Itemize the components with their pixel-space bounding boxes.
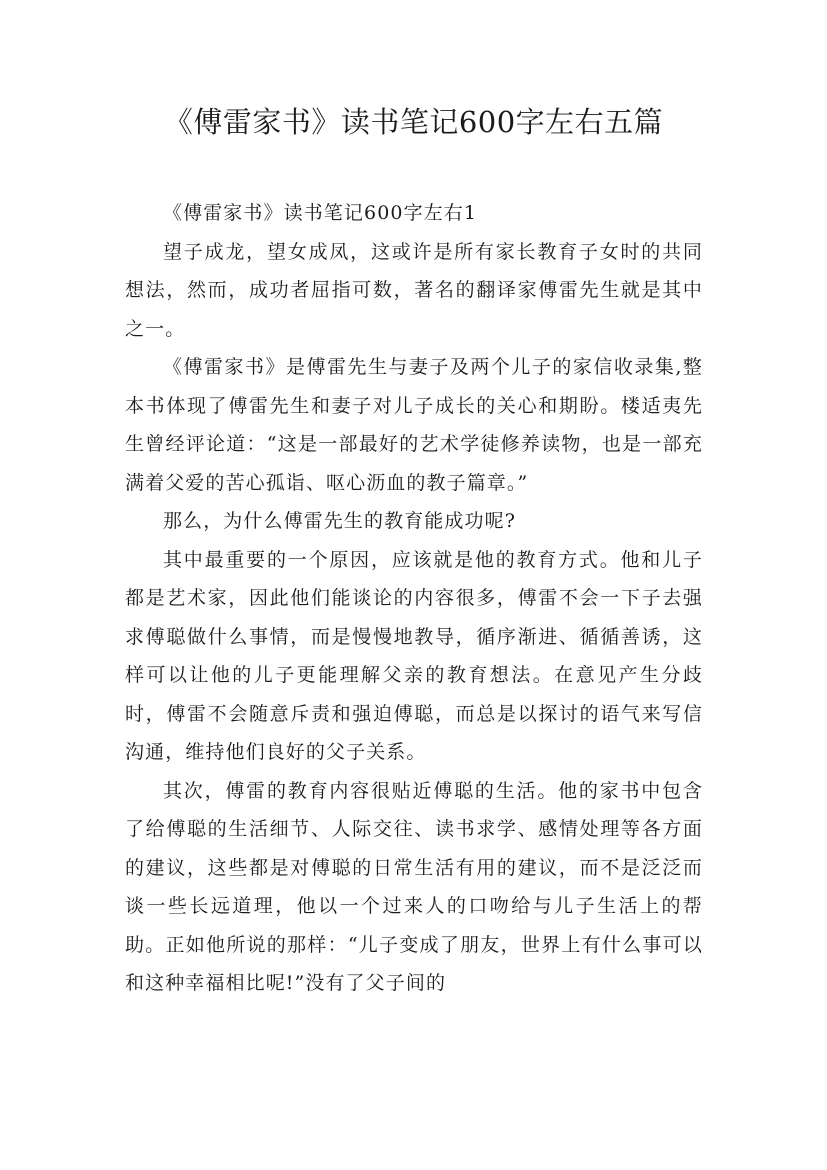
paragraph-education-content: 其次，傅雷的教育内容很贴近傅聪的生活。他的家书中包含了给傅聪的生活细节、人际交往、读书求学、感情处理等各方面的建议，这些都是对傅聪的日常生活有用的建议，而不是泛泛而谈一些长远道理，他以一个过来人的口吻给与儿子生活上的帮助。正如他所说的那样：“儿子变成了朋友，世界上有什么事可以和这种幸福相比呢!”没有了父子间的 [125, 779, 703, 994]
section-heading: 《傅雷家书》读书笔记600字左右1 [163, 202, 478, 224]
paragraph-education-method: 其中最重要的一个原因，应该就是他的教育方式。他和儿子都是艺术家，因此他们能谈论的内容很多，傅雷不会一下子去强求傅聪做什么事情，而是慢慢地教导，循序渐进、循循善诱，这样可以让他的儿子更能理解父亲的教育想法。在意见产生分歧时，傅雷不会随意斥责和强迫傅聪，而总是以探讨的语气来写信沟通，维持他们良好的父子关系。 [125, 548, 703, 763]
document-body [125, 194, 703, 1003]
paragraph-intro: 望子成龙，望女成凤，这或许是所有家长教育子女时的共同想法，然而，成功者屈指可数，著名的翻译家傅雷先生就是其中之一。 [125, 240, 703, 340]
paragraph-question: 那么，为什么傅雷先生的教育能成功呢? [163, 510, 516, 532]
document-title: 《傅雷家书》读书笔记600字左右五篇 [163, 105, 664, 139]
paragraph-book-description: 《傅雷家书》是傅雷先生与妻子及两个儿子的家信收录集,整本书体现了傅雷先生和妻子对儿子成长的关心和期盼。楼适夷先生曾经评论道：“这是一部最好的艺术学徒修养读物，也是一部充满着父爱的苦心孤诣、呕心沥血的教子篇章。” [125, 356, 703, 494]
